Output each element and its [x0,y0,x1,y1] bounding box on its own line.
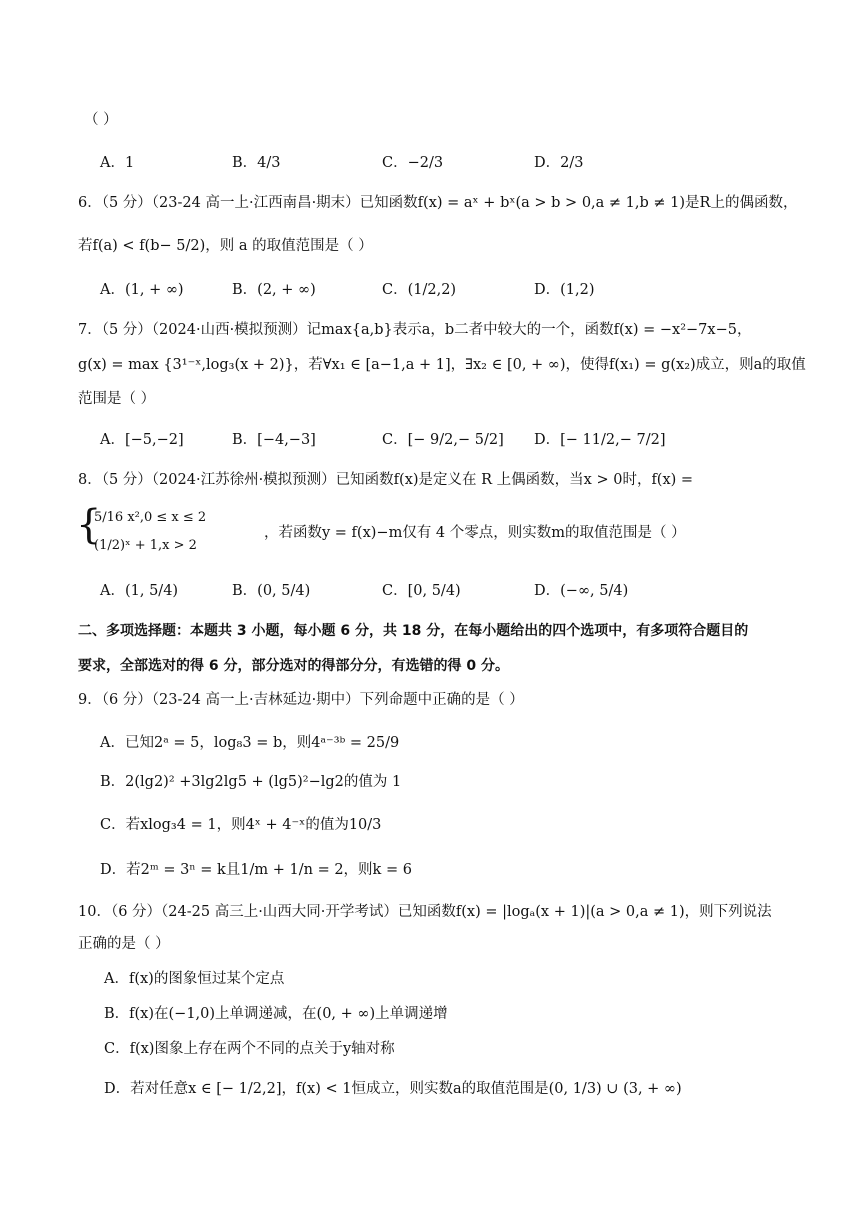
piecewise-brace: { [76,502,102,548]
section-heading-line2: 要求，全部选对的得 6 分，部分选对的得部分分，有选错的得 0 分。 [78,658,509,674]
q10-option-c: C．f(x)图象上存在两个不同的点关于y轴对称 [104,1041,395,1057]
q5-option-d: D．2/3 [534,155,584,171]
q6-stem-line1: 6．（5 分）（23-24 高一上·江西南昌·期末）已知函数f(x) = aˣ + bˣ(a > b > 0,a ≠ 1,b ≠ 1)是R上的偶函数， [78,195,798,211]
q9-option-d: D．若2ᵐ = 3ⁿ = k且1/m + 1/n = 2，则k = 6 [100,862,412,878]
q8-stem-line1: 8．（5 分）（2024·江苏徐州·模拟预测）已知函数f(x)是定义在 R 上偶函数，当x > 0时，f(x) = [78,472,694,488]
q10-stem-line1: 10．（6 分）（24-25 高三上·山西大同·开学考试）已知函数f(x) = |logₐ(x + 1)|(a > 0,a ≠ 1)，则下列说法 [78,904,772,920]
q6-option-a: A．(1, + ∞) [100,282,184,298]
q10-option-b: B．f(x)在(−1,0)上单调递减，在(0, + ∞)上单调递增 [104,1006,448,1022]
q9-option-a: A．已知2ᵃ = 5，log₈3 = b，则4ᵃ⁻³ᵇ = 25/9 [100,735,400,751]
q7-option-b: B．[−4,−3] [232,432,316,448]
q6-option-c: C．(1/2,2) [382,282,457,298]
q10-option-d: D．若对任意x ∈ [− 1/2,2]，f(x) < 1恒成立，则实数a的取值范围是(0, 1/3) ∪ (3, + ∞) [104,1081,682,1097]
q8-option-c: C．[0, 5/4) [382,583,461,599]
q5-option-a: A．1 [100,155,135,171]
q9-option-c: C．若xlog₃4 = 1，则4ˣ + 4⁻ˣ的值为10/3 [100,817,382,833]
q6-option-b: B．(2, + ∞) [232,282,316,298]
q6-option-d: D．(1,2) [534,282,595,298]
q8-case1: 5/16 x²,0 ≤ x ≤ 2 [94,510,207,525]
q6-stem-line2: 若f(a) < f(b− 5/2)，则 a 的取值范围是（ ） [78,238,373,254]
q7-stem-line1: 7．（5 分）（2024·山西·模拟预测）记max{a,b}表示a，b二者中较大的一个，函数f(x) = −x²−7x−5， [78,322,752,338]
q10-option-a: A．f(x)的图象恒过某个定点 [104,971,285,987]
q9-stem: 9．（6 分）（23-24 高一上·吉林延边·期中）下列命题中正确的是（ ） [78,692,524,708]
q9-option-b: B．2(lg2)² +3lg2lg5 + (lg5)²−lg2的值为 1 [100,774,402,790]
q7-option-a: A．[−5,−2] [100,432,184,448]
q7-option-d: D．[− 11/2,− 7/2] [534,432,666,448]
q8-option-b: B．(0, 5/4) [232,583,311,599]
q10-stem-line2: 正确的是（ ） [78,936,170,952]
q8-option-d: D．(−∞, 5/4) [534,583,629,599]
answer-parentheses: （ ） [84,112,118,128]
q7-stem-line2: g(x) = max {3¹⁻ˣ,log₃(x + 2)}，若∀x₁ ∈ [a−1,a + 1]，∃x₂ ∈ [0, + ∞)，使得f(x₁) = g(x₂)成立，则a的取值 [78,357,806,373]
q5-option-b: B．4/3 [232,155,281,171]
section-heading-line1: 二、多项选择题：本题共 3 小题，每小题 6 分，共 18 分，在每小题给出的四个选项中，有多项符合题目的 [78,623,749,639]
q8-option-a: A．(1, 5/4) [100,583,179,599]
q7-stem-line3: 范围是（ ） [78,391,156,407]
q7-option-c: C．[− 9/2,− 5/2] [382,432,504,448]
q8-case2: (1/2)ˣ + 1,x > 2 [94,538,197,553]
q5-option-c: C．−2/3 [382,155,444,171]
q8-stem-line2: ，若函数y = f(x)−m仅有 4 个零点，则实数m的取值范围是（ ） [264,525,686,541]
